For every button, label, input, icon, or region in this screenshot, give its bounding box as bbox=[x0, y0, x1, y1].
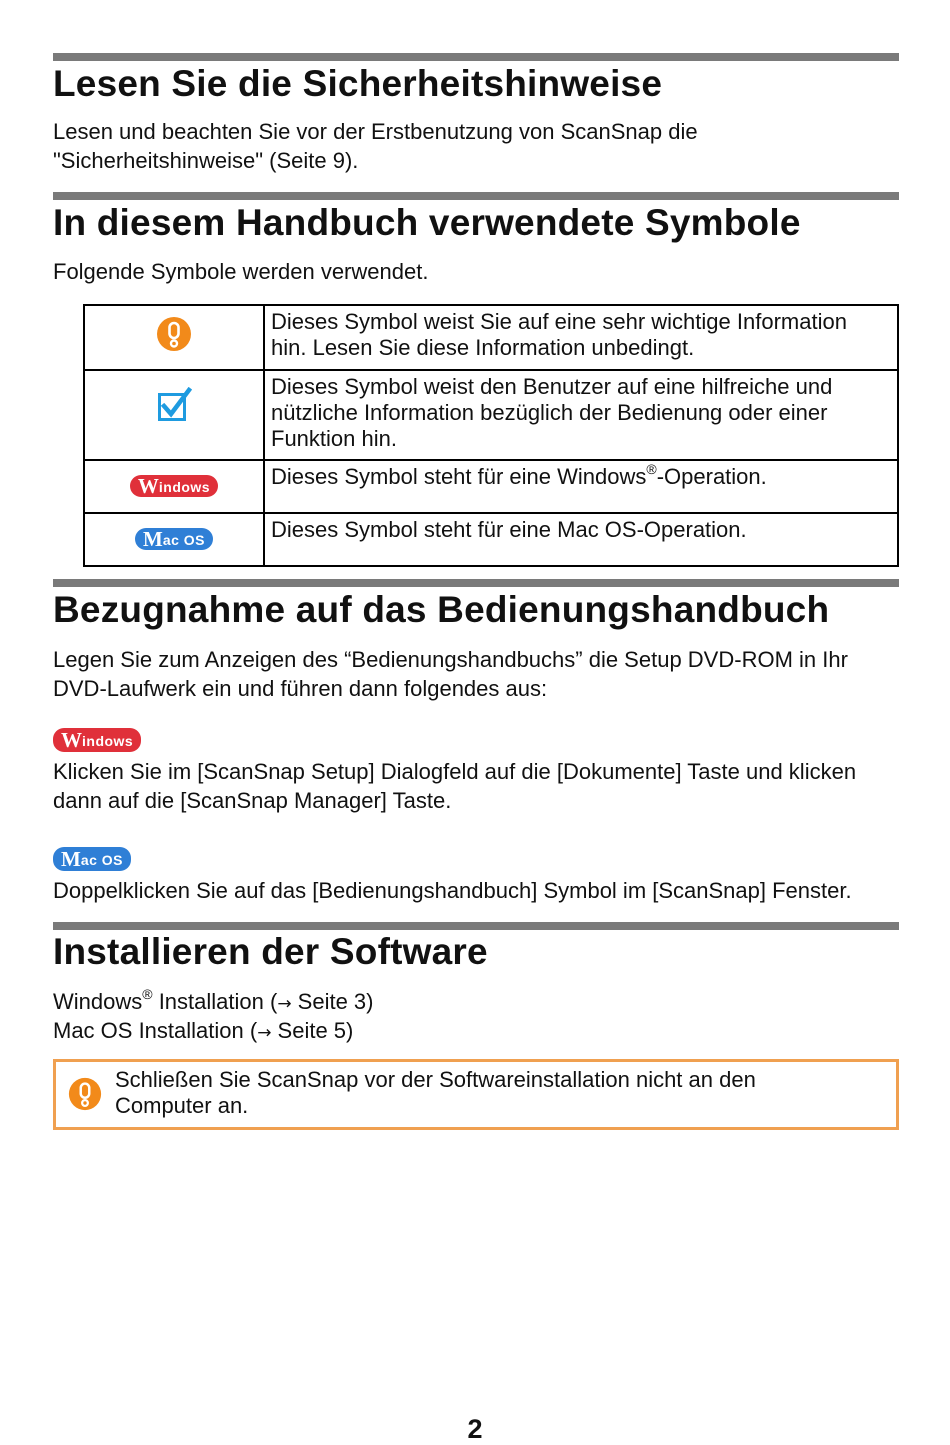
symbol-description bbox=[264, 460, 898, 513]
symbols-table bbox=[83, 304, 899, 567]
section-divider bbox=[53, 192, 899, 200]
macos-badge-icon: Mac OS bbox=[53, 847, 131, 871]
symbol-cell bbox=[84, 370, 264, 460]
install-heading: Installieren der Software bbox=[53, 931, 488, 972]
symbol-cell bbox=[84, 513, 264, 566]
section-divider bbox=[53, 579, 899, 587]
section-divider bbox=[53, 53, 899, 61]
arrow-right-icon: → bbox=[277, 994, 292, 1014]
safety-heading: Lesen Sie die Sicherheitshinweise bbox=[53, 63, 663, 104]
safety-text-line1: Lesen und beachten Sie vor der Erstbenutzung von ScanSnap die bbox=[53, 119, 698, 144]
symbol-description bbox=[264, 513, 898, 566]
arrow-right-icon: → bbox=[257, 1023, 272, 1043]
description-text: -Operation. bbox=[656, 464, 767, 489]
symbol-description bbox=[264, 370, 898, 460]
symbols-intro: Folgende Symbole werden verwendet. bbox=[53, 259, 429, 284]
registered-mark: ® bbox=[646, 461, 657, 477]
mac-install-link: Mac OS Installation (→ Seite 5) bbox=[53, 1018, 354, 1043]
table-row bbox=[84, 513, 898, 566]
macos-badge-icon: Mac OS bbox=[135, 528, 213, 550]
description-text: Dieses Symbol steht für eine Windows bbox=[271, 464, 647, 489]
windows-badge-icon: Windows bbox=[53, 728, 141, 752]
safety-text-line2: "Sicherheitshinweise" (Seite 9). bbox=[53, 148, 359, 173]
windows-install-link: Windows® Installation (→ Seite 3) bbox=[53, 986, 374, 1014]
symbol-description bbox=[264, 305, 898, 370]
description-line: hin. Lesen Sie diese Information unbedingt. bbox=[271, 335, 695, 360]
symbol-cell bbox=[84, 305, 264, 370]
page-number: 2 bbox=[467, 1414, 483, 1444]
windows-badge-icon: Windows bbox=[130, 475, 218, 497]
description-text: Dieses Symbol steht für eine Mac OS-Operation. bbox=[271, 517, 747, 542]
description-line: Funktion hin. bbox=[271, 426, 397, 451]
note-line: Computer an. bbox=[115, 1093, 249, 1118]
note-line: Schließen Sie ScanSnap vor der Softwareinstallation nicht an den bbox=[115, 1067, 756, 1092]
symbol-cell bbox=[84, 460, 264, 513]
description-line: nützliche Information bezüglich der Bedienung oder einer bbox=[271, 400, 828, 425]
windows-instructions-line2: dann auf die [ScanSnap Manager] Taste. bbox=[53, 788, 452, 813]
windows-instructions-line1: Klicken Sie im [ScanSnap Setup] Dialogfeld auf die [Dokumente] Taste und klicken bbox=[53, 759, 857, 784]
manual-intro-line1: Legen Sie zum Anzeigen des “Bedienungshandbuchs” die Setup DVD-ROM in Ihr bbox=[53, 647, 848, 672]
note-text bbox=[115, 1067, 876, 1119]
important-icon bbox=[155, 315, 193, 353]
symbols-heading: In diesem Handbuch verwendete Symbole bbox=[53, 202, 801, 243]
mac-instructions: Doppelklicken Sie auf das [Bedienungshandbuch] Symbol im [ScanSnap] Fenster. bbox=[53, 878, 852, 903]
description-line: Dieses Symbol weist Sie auf eine sehr wichtige Information bbox=[271, 309, 847, 334]
table-row bbox=[84, 460, 898, 513]
important-note-box bbox=[53, 1059, 899, 1130]
table-row bbox=[84, 305, 898, 370]
manual-intro-line2: DVD-Laufwerk ein und führen dann folgendes aus: bbox=[53, 676, 548, 701]
section-divider bbox=[53, 922, 899, 930]
description-line: Dieses Symbol weist den Benutzer auf eine hilfreiche und bbox=[271, 374, 833, 399]
hint-check-icon bbox=[156, 387, 192, 423]
table-row bbox=[84, 370, 898, 460]
important-icon bbox=[67, 1076, 103, 1112]
manual-heading: Bezugnahme auf das Bedienungshandbuch bbox=[53, 589, 830, 630]
